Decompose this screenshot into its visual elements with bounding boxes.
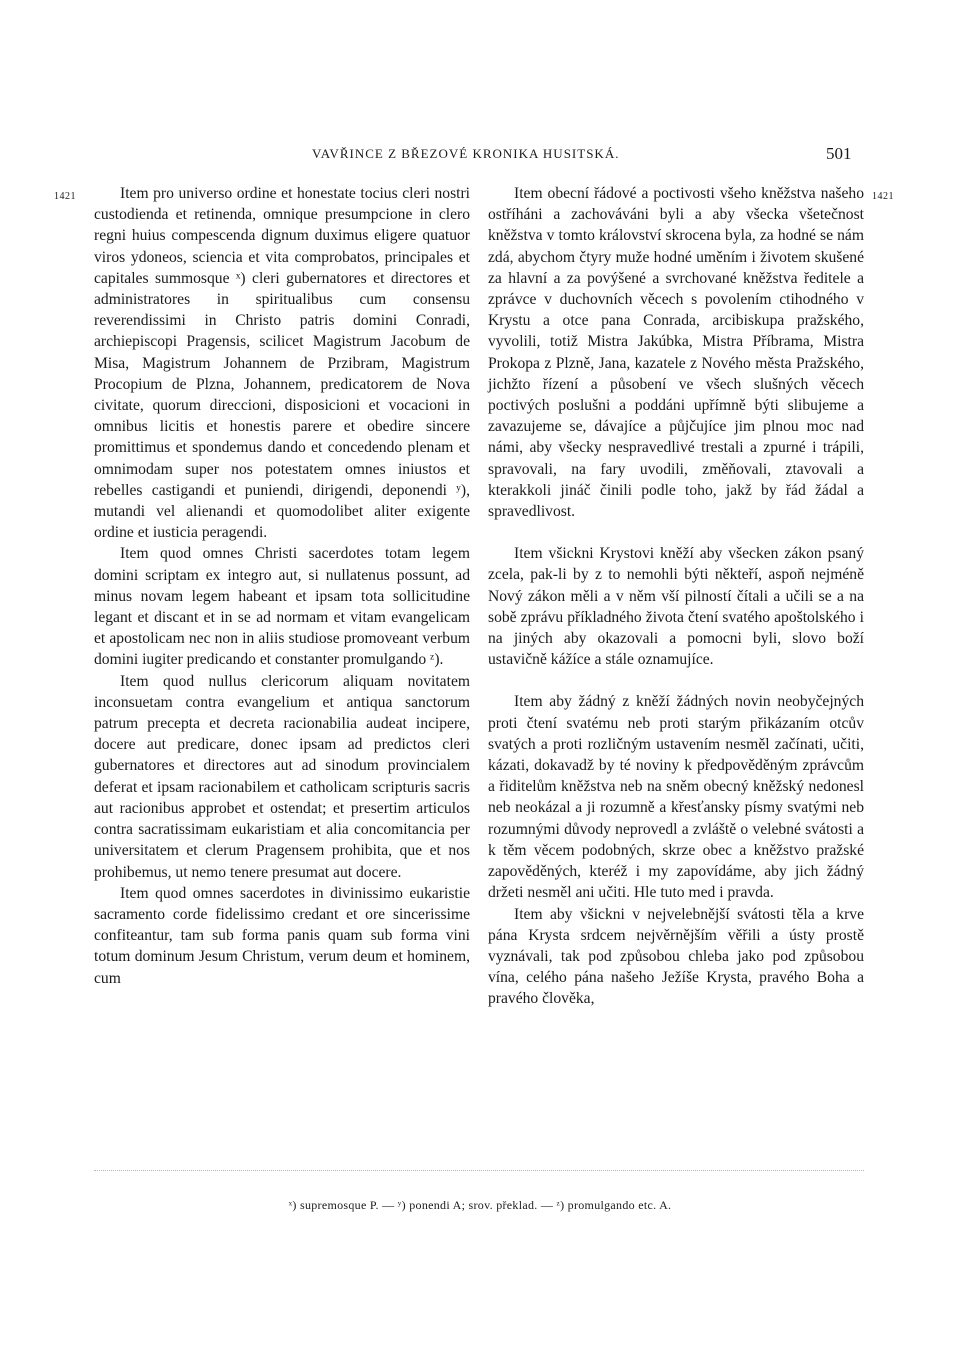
running-title: VAVŘINCE Z BŘEZOVÉ KRONIKA HUSITSKÁ. xyxy=(312,146,620,161)
running-head xyxy=(0,146,960,166)
margin-year-right: 1421 xyxy=(872,191,894,202)
latin-paragraph: Item quod omnes sacerdotes in divinissimo eukaristie sacramento corde fidelissimo credant et ore sincerissime confiteantur, tam sub forma panis quam sub forma vini totum dominum Jesum Christum, verum deum et hominem, cum xyxy=(94,884,470,987)
latin-paragraph: Item pro universo ordine et honestate tocius cleri nostri custodienda et retinenda, omnique presumpcione in clero regni huius compescenda dignum duximus eligere quatuor viros ydoneos, sciencia et vita comprobatos, principales et capitales summosque ˣ) cleri gubernatores et directores et administratores in spiritualibus cum consensu reverendissimi in Christo patris domini Conradi, archiepiscopi Pragensis, scilicet Magistrum Jacobum de Misa, Magistrum Johannem de Przibram, Magistrum Procopium de Plzna, Johannem, predicatorem de Nova civitate, quorum direccioni, disposicioni et vocacioni in omnibus licitis et honestis parere et obedire sincere promittimus et spondemus dando et concedendo plenam et omnimodam super nos potestatem omnes iniustos et rebelles castigandi et puniendi, dirigendi, deponendi ʸ), mutandi vel alienandi et quomodolibet aliter exigente ordine et iusticia peragendi. xyxy=(94,185,470,542)
czech-paragraph: Item aby žádný z kněží žádných novin neobyčejných proti čtení svatému neb proti starým přikázaním otcův svatých a proti rozličným ustavením nesměl začínati, učiti, kázati, dokavadž by té noviny k předpověděným zprávcům a řiditelům kněžstva neb na sněm obecný kněžský nedonesl neb neokázal a ji rozumně a křesťansky písmy svatými neb rozumnými důvody neprovedl a zvláště o velebné svátosti a k těm věcem podobných, skrze obec a kněžstvo pražské zapověděných, kteréž i my zapovídáme, aby jich žádný držeti nesměl ani učiti. Hle tuto med i pravda. xyxy=(488,693,864,902)
latin-paragraph: Item quod nullus clericorum aliquam novitatem inconsuetam contra evangelium et antiqua sanctorum patrum precepta et decreta racionabilia audeat incipere, docere aut predicare, donec ipsam ad predictos cleri gubernatores et directores aut ad sinodum provincialem deferat et ipsam racionabilem et catholicam scripturis sacris aut racionibus approbet et ostendat; et presertim articulos contra sacratissimam eukaristiam et alia concomitancia per universitatem et clerum Pragensem prohibita, que et nos prohibemus, ut nemo tenere presumat aut docere. xyxy=(94,672,470,881)
czech-column xyxy=(488,183,864,1010)
czech-paragraph: Item obecní řádové a poctivosti všeho kněžstva našeho ostříháni a zachováváni byli a aby všecka všetečnost kněžstva v tomto království skrocena byla, za hodné se nám zdá, abychom čtyry muže hodné uměním i životem skušené za hlavní a za povýšené a svrchované kněžstva ředitele a zprávce v duchovních věcech s povolením ctihodného v Krystu a otce pana Conrada, arcibiskupa pražského, vyvolili, totiž Mistra Jakúbka, Mistra Příbrama, Mistra Prokopa z Plzně, Jana, kazatele z Nového města Pražského, jichžto řízení a působení ve všech slušných věcech poctivých poslušni a poddáni upřímně býti slibujeme a zavazujeme se, dávajíce a půjčujíce jim plnou moc nad námi, aby všecky nespravedlivé trestali a zpurné i trápili, spravovali, na fary uvodili, změňovali, ztavovali a kterakkoli jináč činili podle toho, jakž by řád žádal a spravedlivost. xyxy=(488,185,864,521)
czech-paragraph: Item všickni Krystovi kněží aby všecken zákon psaný zcela, pak-li by z to nemohli býti někteří, aspoň nejméně Nový zákon měli a v něm vší pilností čítali a učili se a na sobě zprávu příkladného života čtení svatého apoštolského i na jiných aby okazovali a pomocni byli, slovo boží ustavičně kážíce a stále oznamujíce. xyxy=(488,545,864,669)
footnotes: ˣ) supremosque P. — ʸ) ponendi A; srov. překlad. — ᶻ) promulgando etc. A. xyxy=(288,1198,672,1212)
page-number: 501 xyxy=(826,144,852,163)
latin-paragraph: Item quod omnes Christi sacerdotes totam legem domini scriptam ex integro aut, si nullatenus possunt, ad minus novam legem habeant et ipsam tota sollicitudine legant et discant et in se ad normam et vitam evangelicam et apostolicam nec non in aliis studiose promoveant verbum domini iugiter predicando et constanter promulgando ᶻ). xyxy=(94,545,470,669)
latin-column xyxy=(94,183,470,989)
czech-paragraph: Item aby všickni v nejvelebnější svátosti těla a krve pána Krysta srdcem nejvěrnějším věřili a ústy prostě vyznávali, tak pod způsobou chleba jako pod způsobou vína, celého pána našeho Ježíše Krysta, pravého Boha a pravého člověka, xyxy=(488,905,864,1008)
margin-year-left: 1421 xyxy=(54,191,76,202)
footnote-divider xyxy=(94,1170,864,1171)
